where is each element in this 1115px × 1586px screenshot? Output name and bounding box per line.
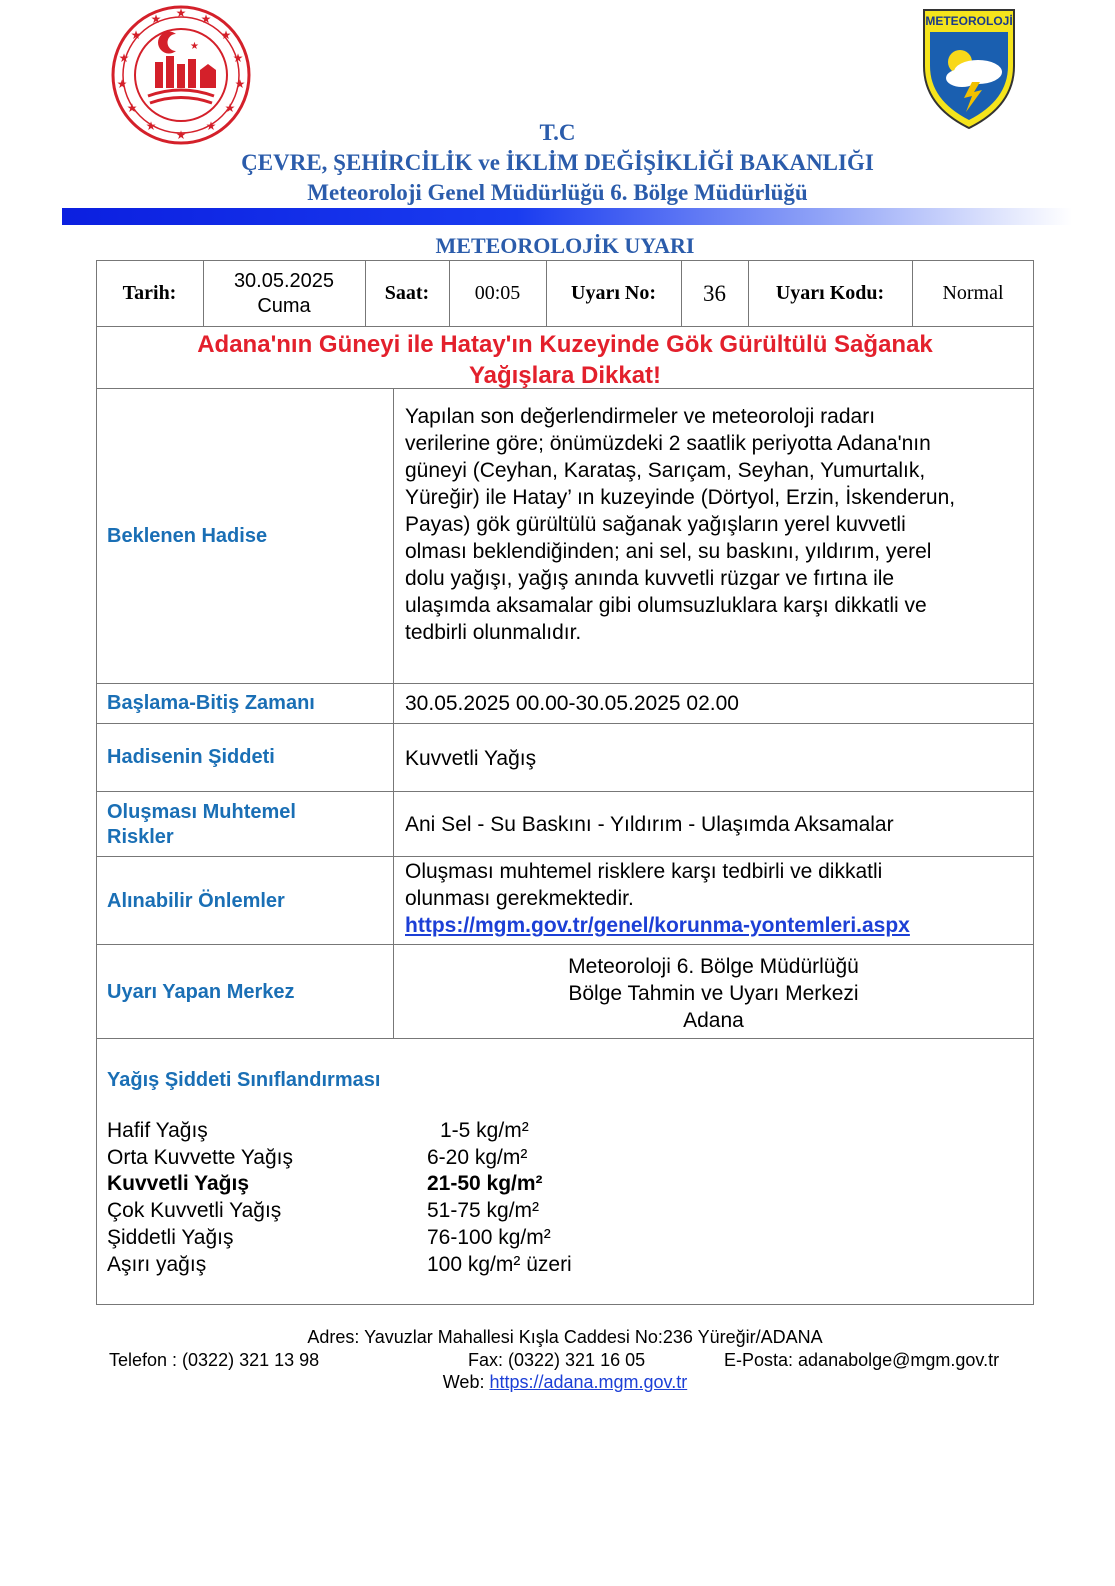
svg-text:★: ★ — [145, 119, 157, 133]
table-divider — [96, 723, 1034, 724]
table-divider — [96, 1038, 1034, 1039]
date-value — [203, 269, 365, 319]
table-divider — [96, 326, 1034, 327]
expected-event-line: olması beklendiğinden; ani sel, su baskını, yıldırım, yerel — [405, 540, 932, 563]
warning-no-value: 36 — [703, 281, 726, 306]
measures-label: Alınabilir Önlemler — [107, 890, 285, 912]
day-text: Cuma — [257, 295, 311, 317]
risks-label-line: Riskler — [107, 826, 174, 848]
footer-web — [0, 1372, 1115, 1393]
table-divider — [96, 683, 1034, 684]
footer-web-link[interactable]: https://adana.mgm.gov.tr — [489, 1372, 688, 1392]
start-end-time-label: Başlama-Bitiş Zamanı — [107, 692, 315, 714]
footer-fax: Fax: (0322) 321 16 05 — [468, 1350, 646, 1370]
protection-methods-link[interactable]: https://mgm.gov.tr/genel/korunma-yontemleri.aspx — [405, 914, 910, 937]
classification-ranges — [427, 1118, 727, 1278]
class-name: Kuvvetli Yağış — [107, 1172, 250, 1196]
time-value: 00:05 — [474, 282, 521, 304]
svg-text:★: ★ — [126, 101, 138, 115]
table-divider — [96, 856, 1034, 857]
warning-title: METEOROLOJİK UYARI — [435, 233, 695, 258]
measures-text — [405, 858, 1025, 939]
warning-no-label: Uyarı No: — [571, 282, 656, 304]
footer-email: E-Posta: adanabolge@mgm.gov.tr — [724, 1350, 1000, 1370]
warning-code-label: Uyarı Kodu: — [775, 282, 885, 304]
class-range: 76-100 kg/m² — [427, 1225, 551, 1249]
class-name: Orta Kuvvette Yağış — [107, 1145, 293, 1169]
footer-address: Adres: Yavuzlar Mahallesi Kışla Caddesi No:236 Yüreğir/ADANA — [307, 1327, 823, 1347]
table-divider — [96, 944, 1034, 945]
center-line: Adana — [683, 1009, 744, 1032]
svg-text:★: ★ — [205, 119, 217, 133]
issuing-center-value — [393, 953, 1034, 1034]
svg-text:★: ★ — [220, 28, 232, 42]
class-name: Hafif Yağış — [107, 1119, 208, 1142]
table-divider — [96, 791, 1034, 792]
risks-label — [107, 800, 296, 850]
svg-text:★: ★ — [175, 6, 187, 20]
expected-event-line: verilerine göre; önümüzdeki 2 saatlik periyotta Adana'nın — [405, 432, 931, 455]
class-range: 21-50 kg/m² — [427, 1172, 543, 1196]
svg-text:★: ★ — [130, 28, 142, 42]
time-label: Saat: — [384, 282, 430, 304]
date-text: 30.05.2025 — [233, 270, 335, 292]
class-name: Şiddetli Yağış — [107, 1225, 234, 1249]
svg-text:★: ★ — [232, 51, 244, 65]
class-name: Aşırı yağış — [107, 1252, 207, 1276]
severity-value: Kuvvetli Yağış — [405, 747, 537, 770]
risks-value: Ani Sel - Su Baskını - Yıldırım - Ulaşımda Aksamalar — [405, 813, 894, 836]
class-name: Çok Kuvvetli Yağış — [107, 1199, 282, 1223]
svg-text:★: ★ — [150, 12, 162, 26]
measures-line: olunması gerekmektedir. — [405, 887, 634, 910]
class-range: 51-75 kg/m² — [427, 1199, 540, 1223]
meteoroloji-logo-text: METEOROLOJİ — [925, 14, 1013, 28]
warning-code-value: Normal — [942, 282, 1004, 304]
headline-line: Adana'nın Güneyi ile Hatay'ın Kuzeyinde Gök Gürültülü Sağanak — [197, 331, 933, 358]
risks-label-line: Oluşması Muhtemel — [107, 801, 296, 823]
svg-text:★: ★ — [234, 77, 246, 91]
svg-text:★: ★ — [118, 51, 130, 65]
svg-text:★: ★ — [116, 77, 128, 91]
svg-text:★: ★ — [200, 12, 212, 26]
classification-names — [107, 1118, 407, 1278]
class-range: 100 kg/m² üzeri — [427, 1252, 572, 1276]
center-line: Meteoroloji 6. Bölge Müdürlüğü — [568, 955, 859, 978]
classification-title: Yağış Şiddeti Sınıflandırması — [107, 1069, 381, 1091]
class-range: 1-5 kg/m² — [440, 1119, 529, 1142]
expected-event-line: Yapılan son değerlendirmeler ve meteoroloji radarı — [405, 405, 876, 428]
meteoroloji-shield-logo — [920, 6, 1018, 132]
expected-event-line: güneyi (Ceyhan, Karataş, Sarıçam, Seyhan, Yumurtalık, — [405, 459, 926, 482]
expected-event-line: dolu yağışı, yağış anında kuvvetli rüzgar ve fırtına ile — [405, 567, 895, 590]
header-gradient-bar — [62, 208, 1072, 225]
footer-phone: Telefon : (0322) 321 13 98 — [109, 1350, 320, 1370]
expected-event-line: tedbirli olunmalıdır. — [405, 621, 582, 644]
expected-event-line: Payas) gök gürültülü sağanak yağışların yerel kuvvetli — [405, 513, 906, 536]
class-range: 6-20 kg/m² — [427, 1145, 528, 1169]
ministry-name: ÇEVRE, ŞEHİRCİLİK ve İKLİM DEĞİŞİKLİĞİ BAKANLIĞI — [241, 150, 874, 175]
start-end-time-value: 30.05.2025 00.00-30.05.2025 02.00 — [405, 692, 739, 715]
directorate-name: Meteoroloji Genel Müdürlüğü 6. Bölge Müdürlüğü — [307, 180, 808, 205]
expected-event-line: Yüreğir) ile Hatay’ ın kuzeyinde (Dörtyol, Erzin, İskenderun, — [405, 486, 956, 509]
issuing-center-label: Uyarı Yapan Merkez — [107, 981, 295, 1003]
center-line: Bölge Tahmin ve Uyarı Merkezi — [568, 982, 859, 1005]
svg-text:★: ★ — [224, 101, 236, 115]
svg-text:★: ★ — [175, 128, 187, 142]
expected-event-line: ulaşımda aksamalar gibi olumsuzluklara karşı dikkatli ve — [405, 594, 927, 617]
expected-event-text — [405, 403, 1022, 646]
warning-headline — [96, 329, 1034, 391]
date-label: Tarih: — [122, 282, 177, 304]
header-tc: T.C — [539, 120, 576, 145]
table-divider — [393, 388, 394, 1038]
measures-line: Oluşması muhtemel risklere karşı tedbirli ve dikkatli — [405, 860, 883, 883]
headline-line: Yağışlara Dikkat! — [468, 362, 662, 389]
svg-text:★: ★ — [190, 41, 199, 52]
severity-label: Hadisenin Şiddeti — [107, 746, 275, 768]
expected-event-label: Beklenen Hadise — [107, 525, 268, 547]
footer-web-label: Web: — [442, 1372, 490, 1392]
